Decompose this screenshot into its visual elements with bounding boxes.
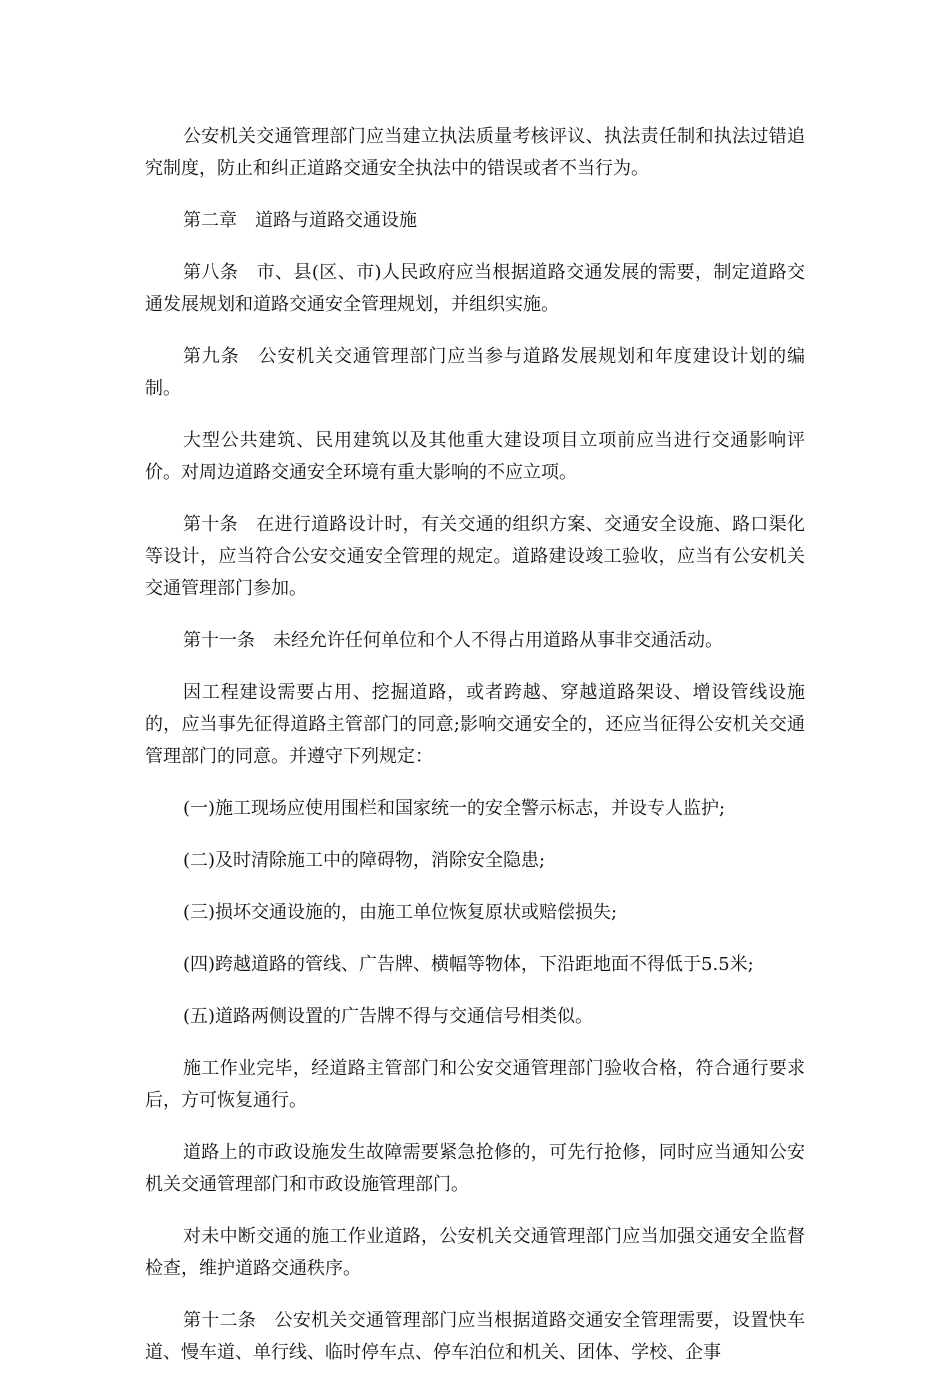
article-10: 第十条 在进行道路设计时，有关交通的组织方案、交通安全设施、路口渠化等设计，应当符合公安交通安全管理的规定。道路建设竣工验收，应当有公安机关交通管理部门参加。 <box>145 514 805 599</box>
paragraph-completion: 施工作业完毕，经道路主管部门和公安交通管理部门验收合格，符合通行要求后，方可恢复通行。 <box>145 1058 805 1111</box>
article-9: 第九条 公安机关交通管理部门应当参与道路发展规划和年度建设计划的编制。 <box>145 346 805 399</box>
article-11: 第十一条 未经允许任何单位和个人不得占用道路从事非交通活动。 <box>183 630 723 651</box>
chapter-heading-2: 第二章 道路与道路交通设施 <box>183 210 417 231</box>
list-item-1: (一)施工现场应使用围栏和国家统一的安全警示标志，并设专人监护; <box>183 798 726 819</box>
article-8: 第八条 市、县(区、市)人民政府应当根据道路交通发展的需要，制定道路交通发展规划和道路交通安全管理规划，并组织实施。 <box>145 262 805 315</box>
paragraph-construction-permit: 因工程建设需要占用、挖掘道路，或者跨越、穿越道路架设、增设管线设施的，应当事先征得道路主管部门的同意;影响交通安全的，还应当征得公安机关交通管理部门的同意。并遵守下列规定： <box>145 682 805 767</box>
paragraph-traffic-impact: 大型公共建筑、民用建筑以及其他重大建设项目立项前应当进行交通影响评价。对周边道路交通安全环境有重大影响的不应立项。 <box>145 430 805 483</box>
list-item-2: (二)及时清除施工中的障碍物，消除安全隐患; <box>183 850 546 871</box>
document-page <box>145 121 805 1389</box>
paragraph-enforcement-quality: 公安机关交通管理部门应当建立执法质量考核评议、执法责任制和执法过错追究制度，防止和纠正道路交通安全执法中的错误或者不当行为。 <box>145 126 805 179</box>
list-item-5: (五)道路两侧设置的广告牌不得与交通信号相类似。 <box>183 1006 594 1027</box>
paragraph-supervision: 对未中断交通的施工作业道路，公安机关交通管理部门应当加强交通安全监督检查，维护道路交通秩序。 <box>145 1226 805 1279</box>
article-12: 第十二条 公安机关交通管理部门应当根据道路交通安全管理需要，设置快车道、慢车道、单行线、临时停车点、停车泊位和机关、团体、学校、企事 <box>145 1310 805 1363</box>
list-item-3: (三)损坏交通设施的，由施工单位恢复原状或赔偿损失; <box>183 902 618 923</box>
list-item-4: (四)跨越道路的管线、广告牌、横幅等物体，下沿距地面不得低于5.5米; <box>183 954 754 975</box>
paragraph-emergency-repair: 道路上的市政设施发生故障需要紧急抢修的，可先行抢修，同时应当通知公安机关交通管理部门和市政设施管理部门。 <box>145 1142 805 1195</box>
